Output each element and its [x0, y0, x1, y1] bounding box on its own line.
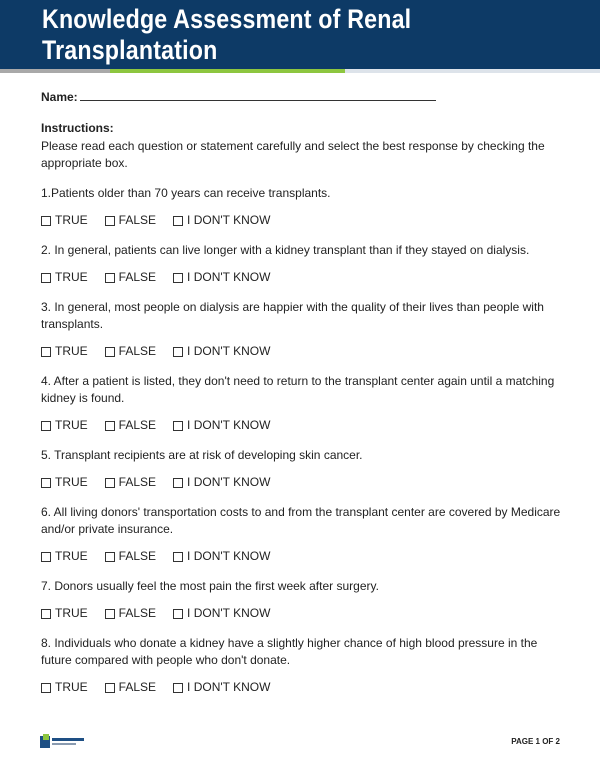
option-i-don-t-know[interactable]	[173, 417, 270, 434]
answer-options	[41, 679, 561, 696]
checkbox[interactable]	[105, 347, 115, 357]
option-i-don-t-know[interactable]	[173, 679, 270, 696]
question-6	[41, 504, 561, 565]
header-banner	[0, 0, 600, 69]
option-false[interactable]	[105, 548, 156, 565]
accent-stripe-gray	[0, 69, 110, 73]
accent-stripe-light	[345, 69, 600, 73]
option-true[interactable]	[41, 605, 88, 622]
checkbox[interactable]	[105, 216, 115, 226]
option-false[interactable]	[105, 417, 156, 434]
option-label: I DON'T KNOW	[187, 213, 271, 227]
instructions-text: Please read each question or statement carefully and select the best response by checking the appropriate box.	[41, 139, 545, 170]
option-i-don-t-know[interactable]	[173, 474, 270, 491]
answer-options	[41, 474, 561, 491]
checkbox[interactable]	[173, 552, 183, 562]
question-text: 7. Donors usually feel the most pain the first week after surgery.	[41, 579, 379, 593]
name-field-row	[41, 88, 561, 106]
question-3	[41, 299, 561, 360]
question-4	[41, 373, 561, 434]
option-label: I DON'T KNOW	[187, 418, 271, 432]
quality-insights-logo	[40, 734, 86, 750]
option-i-don-t-know[interactable]	[173, 343, 270, 360]
option-label: FALSE	[118, 418, 157, 432]
page-title: Knowledge Assessment of Renal Transplantation	[42, 3, 412, 65]
option-false[interactable]	[105, 679, 156, 696]
option-i-don-t-know[interactable]	[173, 548, 270, 565]
answer-options	[41, 548, 561, 565]
checkbox[interactable]	[105, 609, 115, 619]
checkbox[interactable]	[173, 273, 183, 283]
checkbox[interactable]	[173, 421, 183, 431]
question-text: 2. In general, patients can live longer with a kidney transplant than if they stayed on dialysis.	[41, 243, 530, 257]
checkbox[interactable]	[105, 273, 115, 283]
option-label: TRUE	[55, 680, 88, 694]
checkbox[interactable]	[173, 216, 183, 226]
checkbox[interactable]	[41, 478, 51, 488]
option-true[interactable]	[41, 417, 88, 434]
instructions-title: Instructions:	[41, 121, 114, 135]
option-label: I DON'T KNOW	[187, 344, 271, 358]
option-false[interactable]	[105, 474, 156, 491]
option-true[interactable]	[41, 474, 88, 491]
option-label: I DON'T KNOW	[187, 680, 271, 694]
question-5	[41, 447, 561, 491]
page-number: PAGE 1 OF 2	[511, 737, 560, 746]
question-8	[41, 635, 561, 696]
option-i-don-t-know[interactable]	[173, 605, 270, 622]
option-label: FALSE	[118, 213, 157, 227]
checkbox[interactable]	[105, 421, 115, 431]
option-label: I DON'T KNOW	[187, 549, 271, 563]
option-label: I DON'T KNOW	[187, 270, 271, 284]
checkbox[interactable]	[41, 421, 51, 431]
accent-stripe-green	[110, 69, 345, 73]
answer-options	[41, 605, 561, 622]
name-input-line[interactable]	[80, 88, 436, 101]
question-list	[41, 185, 561, 696]
question-2	[41, 242, 561, 286]
checkbox[interactable]	[105, 552, 115, 562]
question-text: 4. After a patient is listed, they don't need to return to the transplant center again until a matching kidney is found.	[41, 374, 555, 405]
checkbox[interactable]	[41, 552, 51, 562]
answer-options	[41, 212, 561, 229]
checkbox[interactable]	[105, 478, 115, 488]
question-text: 6. All living donors' transportation costs to and from the transplant center are covered by Medicare and/or private insurance.	[41, 505, 561, 536]
checkbox[interactable]	[173, 347, 183, 357]
checkbox[interactable]	[173, 683, 183, 693]
option-false[interactable]	[105, 269, 156, 286]
form-body	[41, 88, 561, 696]
option-label: TRUE	[55, 418, 88, 432]
answer-options	[41, 417, 561, 434]
option-label: FALSE	[118, 606, 157, 620]
checkbox[interactable]	[173, 478, 183, 488]
option-false[interactable]	[105, 212, 156, 229]
checkbox[interactable]	[41, 609, 51, 619]
option-true[interactable]	[41, 212, 88, 229]
question-text: 8. Individuals who donate a kidney have a slightly higher chance of high blood pressure in the future compared with people who don't donate.	[41, 636, 538, 667]
option-label: FALSE	[118, 344, 157, 358]
option-true[interactable]	[41, 269, 88, 286]
option-label: TRUE	[55, 606, 88, 620]
option-label: FALSE	[118, 475, 157, 489]
option-label: TRUE	[55, 475, 88, 489]
checkbox[interactable]	[41, 273, 51, 283]
option-label: TRUE	[55, 344, 88, 358]
footer	[0, 728, 600, 758]
option-i-don-t-know[interactable]	[173, 212, 270, 229]
option-label: TRUE	[55, 549, 88, 563]
checkbox[interactable]	[41, 216, 51, 226]
question-text: 5. Transplant recipients are at risk of developing skin cancer.	[41, 448, 363, 462]
option-label: I DON'T KNOW	[187, 606, 271, 620]
checkbox[interactable]	[105, 683, 115, 693]
option-label: FALSE	[118, 270, 157, 284]
option-false[interactable]	[105, 343, 156, 360]
checkbox[interactable]	[173, 609, 183, 619]
name-label: Name:	[41, 90, 78, 104]
option-true[interactable]	[41, 679, 88, 696]
checkbox[interactable]	[41, 347, 51, 357]
question-text: 1.Patients older than 70 years can receive transplants.	[41, 186, 331, 200]
option-true[interactable]	[41, 548, 88, 565]
option-false[interactable]	[105, 605, 156, 622]
option-true[interactable]	[41, 343, 88, 360]
option-i-don-t-know[interactable]	[173, 269, 270, 286]
question-7	[41, 578, 561, 622]
checkbox[interactable]	[41, 683, 51, 693]
option-label: TRUE	[55, 270, 88, 284]
question-1	[41, 185, 561, 229]
option-label: I DON'T KNOW	[187, 475, 271, 489]
question-text: 3. In general, most people on dialysis are happier with the quality of their lives than people with transplants.	[41, 300, 544, 331]
option-label: FALSE	[118, 680, 157, 694]
option-label: TRUE	[55, 213, 88, 227]
answer-options	[41, 343, 561, 360]
option-label: FALSE	[118, 549, 157, 563]
answer-options	[41, 269, 561, 286]
